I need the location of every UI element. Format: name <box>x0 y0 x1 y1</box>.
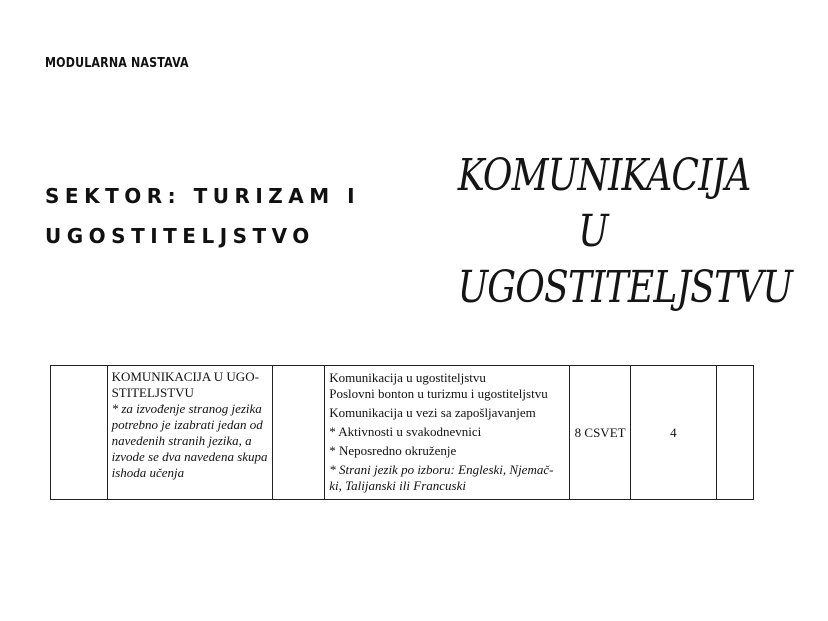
table-cell-credits: 8 CSVET <box>570 366 631 500</box>
outcome-item: * Neposredno okruženje <box>329 443 457 458</box>
outcome-item: Komunikacija u vezi sa zapošljavanjem <box>329 405 536 420</box>
outcome-item: * Strani jezik po izboru: Engleski, Njemač- <box>329 462 554 477</box>
outcome-item: Poslovni bonton u turizmu i ugostiteljstvu <box>329 386 548 401</box>
curriculum-table <box>50 365 754 500</box>
module-title: KOMUNIKACIJA U UGO- STITELJSTVU <box>111 369 259 400</box>
table-cell-empty-first <box>51 366 108 500</box>
sector-heading-line-2: UGOSTITELJSTVO <box>45 224 315 248</box>
table-row <box>51 366 754 500</box>
script-title-line-1: KOMUNIKACIJA <box>457 150 751 201</box>
outcome-item: Komunikacija u ugostiteljstvu <box>329 370 486 385</box>
table-cell-empty-last <box>716 366 753 500</box>
table-cell-empty-second <box>273 366 325 500</box>
table-cell-number: 4 <box>631 366 716 500</box>
script-title-line-3: UGOSTITELJSTVU <box>457 262 793 313</box>
document-label: MODULARNA NASTAVA <box>45 56 189 71</box>
sector-heading <box>45 176 365 256</box>
outcome-item: ki, Talijanski ili Francuski <box>329 478 466 493</box>
table-cell-outcomes <box>325 366 570 500</box>
script-title-line-2: U <box>578 206 608 257</box>
module-note: * za izvođenje stranog jezika potrebno je izabrati jedan od navedenih stranih jezika, a izvode se dva navedena skupa ishoda učenja <box>111 401 268 480</box>
table-cell-module <box>107 366 273 500</box>
curriculum-table-excerpt <box>50 365 754 502</box>
sector-heading-line-1: SEKTOR: TURIZAM I <box>45 184 361 208</box>
outcome-item: * Aktivnosti u svakodnevnici <box>329 424 482 439</box>
script-title <box>457 148 793 316</box>
